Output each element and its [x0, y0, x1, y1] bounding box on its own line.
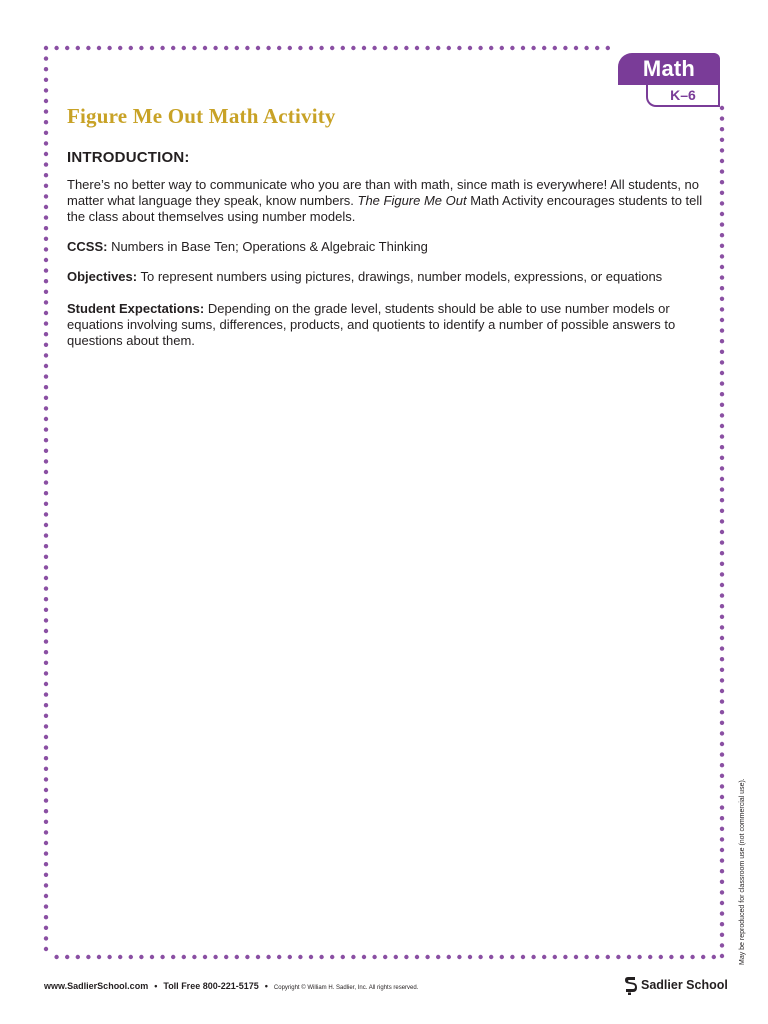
footer-phone: Toll Free 800-221-5175	[163, 981, 259, 991]
footer-info	[44, 981, 418, 991]
expectations-paragraph	[67, 301, 707, 349]
page-title: Figure Me Out Math Activity	[67, 104, 336, 128]
ccss-text: Numbers in Base Ten; Operations & Algebraic Thinking	[107, 239, 428, 254]
footer-separator: •	[264, 981, 268, 991]
ccss-paragraph	[67, 239, 707, 255]
footer-website-link[interactable]: www.SadlierSchool.com	[44, 981, 149, 991]
objectives-paragraph	[67, 269, 707, 285]
introduction-heading: INTRODUCTION:	[67, 149, 190, 166]
footer-separator: •	[154, 981, 158, 991]
reproduction-note: May be reproduced for classroom use (not commercial use).	[739, 778, 746, 965]
sadlier-brand	[624, 975, 728, 995]
subject-label: Math	[618, 53, 720, 85]
brand-name: Sadlier School	[641, 978, 728, 992]
intro-text-2: Math Activity encourages students to tell the class about themselves using number models.	[67, 193, 703, 224]
sadlier-s-logo-icon	[624, 975, 638, 995]
expectations-label: Student Expectations:	[67, 301, 205, 316]
subject-tab	[618, 53, 720, 107]
introduction-paragraph	[67, 177, 707, 225]
ccss-label: CCSS:	[67, 239, 108, 254]
intro-text-1: There’s no better way to communicate who you are than with math, since math is everywhere! All students, no matter what language they speak, know numbers.	[67, 177, 700, 208]
objectives-text: To represent numbers using pictures, drawings, number models, expressions, or equations	[137, 269, 663, 284]
grade-label: K–6	[646, 85, 720, 107]
expectations-text: Depending on the grade level, students should be able to use number models or equations involving sums, differences, products, and quotients to identify a number of possible answers to questions about them.	[67, 301, 676, 348]
activity-content	[67, 150, 707, 363]
footer-copyright: Copyright © William H. Sadlier, Inc. All rights reserved.	[273, 985, 419, 991]
objectives-label: Objectives:	[67, 269, 138, 284]
intro-italic-title: The Figure Me Out	[357, 193, 467, 208]
